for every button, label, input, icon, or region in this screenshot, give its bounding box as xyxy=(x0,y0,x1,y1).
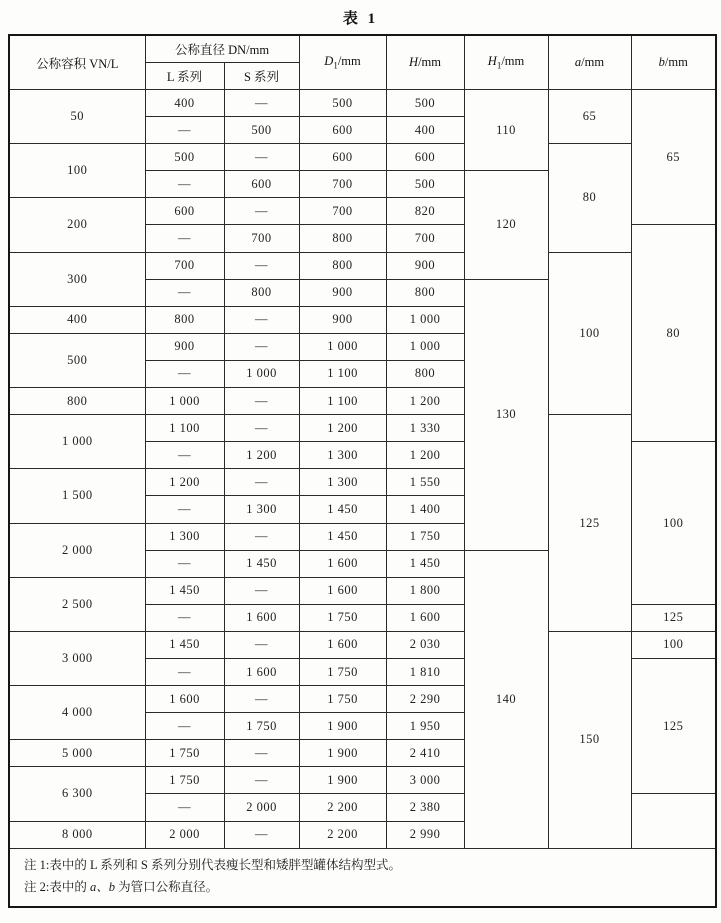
col-header-h1 xyxy=(464,35,548,90)
series-l-cell: — xyxy=(145,117,224,144)
h-cell: 800 xyxy=(386,360,464,387)
h-cell: 700 xyxy=(386,225,464,252)
volume-cell: 2 000 xyxy=(9,523,145,577)
series-s-cell: 1 300 xyxy=(224,496,299,523)
series-s-cell: — xyxy=(224,821,299,848)
h-cell: 2 290 xyxy=(386,686,464,713)
d1-subscript: 1 xyxy=(333,60,338,71)
series-l-cell: — xyxy=(145,794,224,821)
table-row xyxy=(9,415,716,442)
d1-symbol: D xyxy=(324,54,334,69)
h1-cell: 120 xyxy=(464,171,548,279)
series-l-cell: — xyxy=(145,604,224,631)
b-unit: /mm xyxy=(664,55,688,69)
d1-cell: 800 xyxy=(299,225,386,252)
h-cell: 1 000 xyxy=(386,306,464,333)
series-s-cell: 1 000 xyxy=(224,360,299,387)
h-cell: 1 330 xyxy=(386,415,464,442)
col-header-dn: 公称直径 DN/mm xyxy=(145,35,299,63)
series-l-cell: 500 xyxy=(145,144,224,171)
series-s-cell: — xyxy=(224,577,299,604)
b-cell: 100 xyxy=(631,631,716,658)
h-cell: 820 xyxy=(386,198,464,225)
h-cell: 1 750 xyxy=(386,523,464,550)
note-2-variables: a、b xyxy=(89,879,115,894)
h-unit: /mm xyxy=(418,55,441,69)
d1-cell: 1 300 xyxy=(299,469,386,496)
a-unit: /mm xyxy=(581,55,605,69)
volume-cell: 50 xyxy=(9,90,145,144)
series-s-cell: — xyxy=(224,252,299,279)
a-cell: 65 xyxy=(548,90,631,144)
series-s-cell: 1 600 xyxy=(224,604,299,631)
h-cell: 1 200 xyxy=(386,442,464,469)
series-l-cell: — xyxy=(145,658,224,685)
d1-cell: 600 xyxy=(299,117,386,144)
d1-cell: 700 xyxy=(299,171,386,198)
d1-cell: 1 000 xyxy=(299,333,386,360)
notes-cell xyxy=(9,848,716,907)
volume-cell: 2 500 xyxy=(9,577,145,631)
series-s-cell: — xyxy=(224,631,299,658)
d1-cell: 1 900 xyxy=(299,740,386,767)
d1-cell: 1 750 xyxy=(299,658,386,685)
series-s-cell: — xyxy=(224,767,299,794)
b-symbol: b xyxy=(658,55,665,69)
h1-cell: 130 xyxy=(464,279,548,550)
d1-unit: /mm xyxy=(337,54,361,69)
volume-cell: 1 000 xyxy=(9,415,145,469)
a-cell: 125 xyxy=(548,415,631,632)
d1-cell: 2 200 xyxy=(299,794,386,821)
d1-cell: 1 600 xyxy=(299,550,386,577)
series-l-cell: 1 450 xyxy=(145,631,224,658)
d1-cell: 1 600 xyxy=(299,631,386,658)
series-s-cell: — xyxy=(224,144,299,171)
h-cell: 900 xyxy=(386,252,464,279)
col-header-b xyxy=(631,35,716,90)
series-l-cell: 2 000 xyxy=(145,821,224,848)
h-cell: 500 xyxy=(386,90,464,117)
h-cell: 2 030 xyxy=(386,631,464,658)
col-header-series-l: L 系列 xyxy=(145,63,224,90)
a-cell: 80 xyxy=(548,144,631,252)
a-cell: 150 xyxy=(548,631,631,848)
h-cell: 600 xyxy=(386,144,464,171)
series-l-cell: 1 750 xyxy=(145,740,224,767)
h-cell: 1 200 xyxy=(386,388,464,415)
volume-cell: 400 xyxy=(9,306,145,333)
table-row xyxy=(9,252,716,279)
h-cell: 800 xyxy=(386,279,464,306)
volume-cell: 4 000 xyxy=(9,686,145,740)
series-l-cell: 1 200 xyxy=(145,469,224,496)
col-header-h xyxy=(386,35,464,90)
d1-cell: 900 xyxy=(299,306,386,333)
volume-cell: 200 xyxy=(9,198,145,252)
d1-cell: 1 750 xyxy=(299,686,386,713)
note-2-suffix: 为管口公称直径。 xyxy=(115,879,219,894)
series-l-cell: — xyxy=(145,442,224,469)
table-header xyxy=(9,35,716,90)
h-cell: 2 380 xyxy=(386,794,464,821)
d1-cell: 1 900 xyxy=(299,767,386,794)
d1-cell: 500 xyxy=(299,90,386,117)
volume-cell: 3 000 xyxy=(9,631,145,685)
d1-cell: 1 450 xyxy=(299,496,386,523)
series-l-cell: — xyxy=(145,496,224,523)
d1-cell: 1 100 xyxy=(299,388,386,415)
header-row-1 xyxy=(9,35,716,63)
series-l-cell: 800 xyxy=(145,306,224,333)
h-symbol: H xyxy=(409,55,419,69)
table-row xyxy=(9,90,716,117)
h1-cell: 140 xyxy=(464,550,548,848)
d1-cell: 600 xyxy=(299,144,386,171)
d1-cell: 1 900 xyxy=(299,713,386,740)
table-title: 表 1 xyxy=(342,11,379,27)
table-body xyxy=(9,90,716,849)
h-cell: 1 000 xyxy=(386,333,464,360)
h-cell: 2 410 xyxy=(386,740,464,767)
series-s-cell: 800 xyxy=(224,279,299,306)
series-s-cell: — xyxy=(224,740,299,767)
spec-table xyxy=(8,34,717,908)
series-l-cell: — xyxy=(145,550,224,577)
h1-symbol: H xyxy=(487,54,497,69)
series-l-cell: — xyxy=(145,713,224,740)
h1-subscript: 1 xyxy=(496,60,502,71)
h-cell: 3 000 xyxy=(386,767,464,794)
series-s-cell: — xyxy=(224,333,299,360)
volume-cell: 300 xyxy=(9,252,145,306)
volume-cell: 100 xyxy=(9,144,145,198)
series-s-cell: 700 xyxy=(224,225,299,252)
series-l-cell: 1 300 xyxy=(145,523,224,550)
d1-cell: 1 750 xyxy=(299,604,386,631)
series-l-cell: 1 000 xyxy=(145,388,224,415)
series-s-cell: 2 000 xyxy=(224,794,299,821)
d1-cell: 2 200 xyxy=(299,821,386,848)
b-cell: 125 xyxy=(631,604,716,631)
d1-cell: 1 100 xyxy=(299,360,386,387)
a-cell: 100 xyxy=(548,252,631,415)
volume-cell: 5 000 xyxy=(9,740,145,767)
b-cell: 80 xyxy=(631,225,716,442)
series-s-cell: 1 450 xyxy=(224,550,299,577)
h1-unit: /mm xyxy=(501,54,525,69)
volume-cell: 500 xyxy=(9,333,145,387)
notes-row xyxy=(9,848,716,907)
col-header-volume: 公称容积 VN/L xyxy=(9,35,145,90)
d1-cell: 1 450 xyxy=(299,523,386,550)
b-cell xyxy=(631,794,716,848)
series-s-cell: — xyxy=(224,198,299,225)
note-2 xyxy=(24,877,701,899)
series-l-cell: 900 xyxy=(145,333,224,360)
b-cell: 125 xyxy=(631,658,716,793)
h-cell: 1 810 xyxy=(386,658,464,685)
series-s-cell: — xyxy=(224,388,299,415)
d1-cell: 700 xyxy=(299,198,386,225)
series-s-cell: — xyxy=(224,306,299,333)
series-l-cell: 700 xyxy=(145,252,224,279)
h-cell: 400 xyxy=(386,117,464,144)
d1-cell: 900 xyxy=(299,279,386,306)
series-l-cell: 400 xyxy=(145,90,224,117)
volume-cell: 6 300 xyxy=(9,767,145,821)
h1-cell: 110 xyxy=(464,90,548,171)
series-s-cell: — xyxy=(224,469,299,496)
h-cell: 2 990 xyxy=(386,821,464,848)
a-symbol: a xyxy=(574,55,582,69)
h-cell: 1 800 xyxy=(386,577,464,604)
series-l-cell: 600 xyxy=(145,198,224,225)
col-header-a xyxy=(548,35,631,90)
series-l-cell: 1 450 xyxy=(145,577,224,604)
note-1: 注 1:表中的 L 系列和 S 系列分别代表瘦长型和矮胖型罐体结构型式。 xyxy=(24,857,401,872)
table-row xyxy=(9,631,716,658)
series-l-cell: — xyxy=(145,225,224,252)
col-header-d1 xyxy=(299,35,386,90)
note-2-prefix: 注 2:表中的 xyxy=(24,879,90,894)
table-row xyxy=(9,144,716,171)
volume-cell: 8 000 xyxy=(9,821,145,848)
series-s-cell: 1 750 xyxy=(224,713,299,740)
h-cell: 1 600 xyxy=(386,604,464,631)
volume-cell: 1 500 xyxy=(9,469,145,523)
col-header-series-s: S 系列 xyxy=(224,63,299,90)
h-cell: 1 550 xyxy=(386,469,464,496)
b-cell: 65 xyxy=(631,90,716,225)
series-s-cell: — xyxy=(224,415,299,442)
h-cell: 1 950 xyxy=(386,713,464,740)
h-cell: 1 450 xyxy=(386,550,464,577)
series-s-cell: — xyxy=(224,686,299,713)
series-l-cell: 1 600 xyxy=(145,686,224,713)
d1-cell: 1 600 xyxy=(299,577,386,604)
h-cell: 1 400 xyxy=(386,496,464,523)
h-cell: 500 xyxy=(386,171,464,198)
series-l-cell: 1 750 xyxy=(145,767,224,794)
series-l-cell: — xyxy=(145,171,224,198)
series-s-cell: — xyxy=(224,523,299,550)
series-s-cell: 500 xyxy=(224,117,299,144)
d1-cell: 1 200 xyxy=(299,415,386,442)
series-s-cell: 1 200 xyxy=(224,442,299,469)
series-s-cell: — xyxy=(224,90,299,117)
d1-cell: 1 300 xyxy=(299,442,386,469)
series-l-cell: — xyxy=(145,360,224,387)
series-s-cell: 600 xyxy=(224,171,299,198)
b-cell: 100 xyxy=(631,442,716,605)
volume-cell: 800 xyxy=(9,388,145,415)
series-l-cell: — xyxy=(145,279,224,306)
series-s-cell: 1 600 xyxy=(224,658,299,685)
series-l-cell: 1 100 xyxy=(145,415,224,442)
d1-cell: 800 xyxy=(299,252,386,279)
